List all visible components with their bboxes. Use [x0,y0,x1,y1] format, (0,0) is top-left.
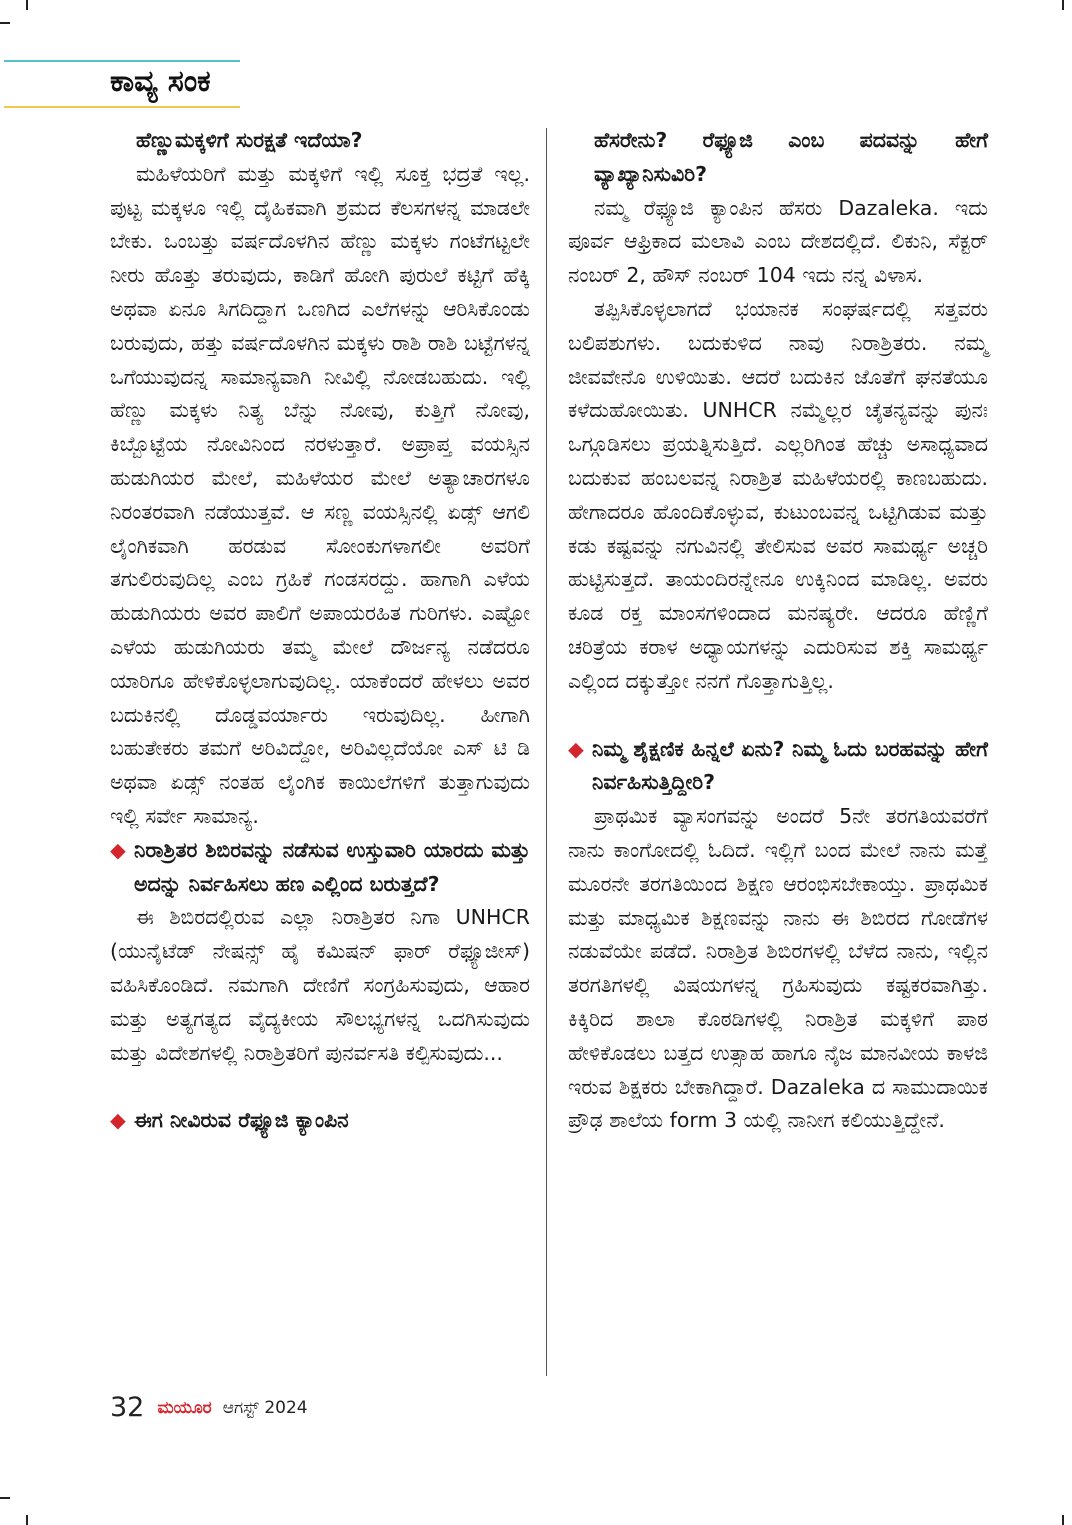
crop-mark [0,22,10,24]
column-divider [546,128,547,1376]
crop-mark [1062,0,1064,10]
question-camp-name-end: ಹೆಸರೇನು? ರೆಫ್ಯೂಜಿ ಎಂಬ ಪದವನ್ನು ಹೇಗೆ ವ್ಯಾಖ್ಯಾನಿಸುವಿರಿ? [594,128,988,186]
header-rule-top [4,60,240,62]
answer-education: ಪ್ರಾಥಮಿಕ ವ್ಯಾಸಂಗವನ್ನು ಅಂದರೆ 5ನೇ ತರಗತಿಯವರೆಗೆ ನಾನು ಕಾಂಗೋದಲ್ಲಿ ಓದಿದೆ. ಇಲ್ಲಿಗೆ ಬಂದ ಮೇಲೆ ನಾನು ಮತ್ತೆ ಮೂರನೇ ತರಗತಿಯಿಂದ ಶಿಕ್ಷಣ ಆರಂಭಿಸಬೇಕಾಯ್ತು. ಪ್ರಾಥಮಿಕ ಮತ್ತು ಮಾಧ್ಯಮಿಕ ಶಿಕ್ಷಣವನ್ನು ನಾನು ಈ ಶಿಬಿರದ ಗೋಡೆಗಳ ನಡುವೆಯೇ ಪಡೆದೆ. ನಿರಾಶ್ರಿತ ಶಿಬಿರಗಳಲ್ಲಿ ಬೆಳೆದ ನಾನು, ಇಲ್ಲಿನ ತರಗತಿಗಳಲ್ಲಿ ವಿಷಯಗಳನ್ನ ಗ್ರಹಿಸುವುದು ಕಷ್ಟಕರವಾಗಿತ್ತು. ಕಿಕ್ಕಿರಿದ ಶಾಲಾ ಕೊಠಡಿಗಳಲ್ಲಿ ನಿರಾಶ್ರಿತ ಮಕ್ಕಳಿಗೆ ಪಾಠ ಹೇಳಿಕೊಡಲು ಬತ್ತದ ಉತ್ಸಾಹ ಹಾಗೂ ನೈಜ ಮಾನವೀಯ ಕಾಳಜಿ ಇರುವ ಶಿಕ್ಷಕರು ಬೇಕಾಗಿದ್ದಾರೆ. Dazaleka ದ ಸಾಮುದಾಯಿಕ ಪ್ರೌಢ ಶಾಲೆಯ form 3 ಯಲ್ಲಿ ನಾನೀಗ ಕಲಿಯುತ್ತಿದ್ದೇನೆ. [568,804,988,1133]
paragraph-gap [110,1070,530,1104]
question-text: ನಿಮ್ಮ ಶೈಕ್ಷಣಿಕ ಹಿನ್ನಲೆ ಏನು? ನಿಮ್ಮ ಓದು ಬರಹವನ್ನು ಹೇಗೆ ನಿರ್ವಹಿಸುತ್ತಿದ್ದೀರಿ? [592,736,988,795]
crop-mark [26,0,28,10]
answer-camp-management: ಈ ಶಿಬಿರದಲ್ಲಿರುವ ಎಲ್ಲಾ ನಿರಾಶ್ರಿತರ ನಿಗಾ UNHCR (ಯುನೈಟೆಡ್ ನೇಷನ್ಸ್ ಹೈ ಕಮಿಷನ್ ಫಾರ್ ರೆಫ್ಯೂಜೀಸ್) ವಹಿಸಿಕೊಂಡಿದೆ. ನಮಗಾಗಿ ದೇಣಿಗೆ ಸಂಗ್ರಹಿಸುವುದು, ಆಹಾರ ಮತ್ತು ಅತ್ಯಗತ್ಯದ ವೈದ್ಯಕೀಯ ಸೌಲಭ್ಯಗಳನ್ನ ಒದಗಿಸುವುದು ಮತ್ತು ವಿದೇಶಗಳಲ್ಲಿ ನಿರಾಶ್ರಿತರಿಗೆ ಪುನರ್ವಸತಿ ಕಲ್ಪಿಸುವುದು... [110,905,530,1065]
page-number: 32 [110,1392,145,1423]
question-safety: ಹೆಣ್ಣುಮಕ್ಕಳಿಗೆ ಸುರಕ್ಷತೆ ಇದೆಯಾ? [136,128,363,152]
crop-mark [0,1497,10,1499]
magazine-logo: ಮಯೂರ [157,1397,212,1418]
answer-safety: ಮಹಿಳೆಯರಿಗೆ ಮತ್ತು ಮಕ್ಕಳಿಗೆ ಇಲ್ಲಿ ಸೂಕ್ತ ಭದ್ರತೆ ಇಲ್ಲ. ಪುಟ್ಟ ಮಕ್ಕಳೂ ಇಲ್ಲಿ ದೈಹಿಕವಾಗಿ ಶ್ರಮದ ಕೆಲಸಗಳನ್ನ ಮಾಡಲೇ ಬೇಕು. ಒಂಬತ್ತು ವರ್ಷದೊಳಗಿನ ಹೆಣ್ಣು ಮಕ್ಕಳು ಗಂಟೆಗಟ್ಟಲೇ ನೀರು ಹೊತ್ತು ತರುವುದು, ಕಾಡಿಗೆ ಹೋಗಿ ಪುರುಲೆ ಕಟ್ಟಿಗೆ ಹೆಕ್ಕಿ ಅಥವಾ ಏನೂ ಸಿಗದಿದ್ದಾಗ ಒಣಗಿದ ಎಲೆಗಳನ್ನು ಆರಿಸಿಕೊಂಡು ಬರುವುದು, ಹತ್ತು ವರ್ಷದೊಳಗಿನ ಮಕ್ಕಳು ರಾಶಿ ರಾಶಿ ಬಟ್ಟೆಗಳನ್ನ ಒಗೆಯುವುದನ್ನ ಸಾಮಾನ್ಯವಾಗಿ ನೀವಿಲ್ಲಿ ನೋಡಬಹುದು. ಇಲ್ಲಿ ಹೆಣ್ಣು ಮಕ್ಕಳು ನಿತ್ಯ ಬೆನ್ನು ನೋವು, ಕುತ್ತಿಗೆ ನೋವು, ಕಿಬ್ಬೊಟ್ಟೆಯ ನೋವಿನಿಂದ ನರಳುತ್ತಾರೆ. ಅಪ್ರಾಪ್ತ ವಯಸ್ಸಿನ ಹುಡುಗಿಯರ ಮೇಲೆ, ಮಹಿಳೆಯರ ಮೇಲೆ ಅತ್ಯಾಚಾರಗಳೂ ನಿರಂತರವಾಗಿ ನಡೆಯುತ್ತವೆ. ಆ ಸಣ್ಣ ವಯಸ್ಸಿನಲ್ಲಿ ಏಡ್ಸ್ ಆಗಲಿ ಲೈಂಗಿಕವಾಗಿ ಹರಡುವ ಸೋಂಕುಗಳಾಗಲೀ ಅವರಿಗೆ ತಗುಲಿರುವುದಿಲ್ಲ ಎಂಬ ಗ್ರಹಿಕೆ ಗಂಡಸರದ್ದು. ಹಾಗಾಗಿ ಎಳೆಯ ಹುಡುಗಿಯರು ಅವರ ಪಾಲಿಗೆ ಅಪಾಯರಹಿತ ಗುರಿಗಳು. ಎಷ್ಟೋ ಎಳೆಯ ಹುಡುಗಿಯರು ತಮ್ಮ ಮೇಲೆ ದೌರ್ಜನ್ಯ ನಡೆದರೂ ಯಾರಿಗೂ ಹೇಳಿಕೊಳ್ಳಲಾಗುವುದಿಲ್ಲ. ಯಾಕೆಂದರೆ ಹೇಳಲು ಅವರ ಬದುಕಿನಲ್ಲಿ ದೊಡ್ಡವರ್ಯಾರು ಇರುವುದಿಲ್ಲ. ಹೀಗಾಗಿ ಬಹುತೇಕರು ತಮಗೆ ಅರಿವಿದ್ದೋ, ಅರಿವಿಲ್ಲದೆಯೋ ಎಸ್ ಟಿ ಡಿ ಅಥವಾ ಏಡ್ಸ್ ನಂತಹ ಲೈಂಗಿಕ ಕಾಯಿಲೆಗಳಿಗೆ ತುತ್ತಾಗುವುದು ಇಲ್ಲಿ ಸರ್ವೇ ಸಾಮಾನ್ಯ. [110,161,530,828]
right-column [568,124,988,1138]
question-camp-management [110,834,530,902]
crop-mark [26,1515,28,1525]
issue-date: ಆಗಸ್ಟ್ 2024 [222,1397,308,1418]
diamond-bullet-icon: ◆ [110,837,126,862]
paragraph-gap [568,699,988,733]
section-header [0,60,242,108]
section-title: ಕಾವ್ಯ ಸಂಕ [110,64,211,99]
left-column [110,124,530,1138]
question-education [568,733,988,801]
diamond-bullet-icon: ◆ [568,736,584,761]
answer-camp-name: ನಮ್ಮ ರೆಫ್ಯೂಜಿ ಕ್ಯಾಂಪಿನ ಹೆಸರು Dazaleka. ಇದು ಪೂರ್ವ ಆಫ್ರಿಕಾದ ಮಲಾವಿ ಎಂಬ ದೇಶದಲ್ಲಿದೆ. ಲಿಕುನಿ, ಸೆಕ್ಟರ್ ನಂಬರ್ 2, ಹೌಸ್ ನಂಬರ್ 104 ಇದು ನನ್ನ ವಿಳಾಸ. [568,195,988,288]
question-camp-name-start [110,1104,530,1138]
question-text: ನಿರಾಶ್ರಿತರ ಶಿಬಿರವನ್ನು ನಡೆಸುವ ಉಸ್ತುವಾರಿ ಯಾರದು ಮತ್ತು ಅದನ್ನು ನಿರ್ವಹಿಸಲು ಹಣ ಎಲ್ಲಿಂದ ಬರುತ್ತದೆ? [134,837,530,896]
diamond-bullet-icon: ◆ [110,1108,126,1133]
header-rule-bottom [4,106,240,108]
answer-refugee-meaning: ತಪ್ಪಿಸಿಕೊಳ್ಳಲಾಗದೆ ಭಯಾನಕ ಸಂಘರ್ಷದಲ್ಲಿ ಸತ್ತವರು ಬಲಿಪಶುಗಳು. ಬದುಕುಳಿದ ನಾವು ನಿರಾಶ್ರಿತರು. ನಮ್ಮ ಜೀವವೇನೊ ಉಳಿಯಿತು. ಆದರೆ ಬದುಕಿನ ಜೊತೆಗೆ ಘನತೆಯೂ ಕಳೆದುಹೋಯಿತು. UNHCR ನಮ್ಮೆಲ್ಲರ ಚೈತನ್ಯವನ್ನು ಪುನಃ ಒಗ್ಗೂಡಿಸಲು ಪ್ರಯತ್ನಿಸುತ್ತಿದೆ. ಎಲ್ಲರಿಗಿಂತ ಹೆಚ್ಚು ಅಸಾಧ್ಯವಾದ ಬದುಕುವ ಹಂಬಲವನ್ನ ನಿರಾಶ್ರಿತ ಮಹಿಳೆಯರಲ್ಲಿ ಕಾಣಬಹುದು. ಹೇಗಾದರೂ ಹೊಂದಿಕೊಳ್ಳುವ, ಕುಟುಂಬವನ್ನ ಒಟ್ಟಿಗಿಡುವ ಮತ್ತು ಕಡು ಕಷ್ಟವನ್ನು ನಗುವಿನಲ್ಲಿ ತೇಲಿಸುವ ಅವರ ಸಾಮರ್ಥ್ಯ ಅಚ್ಚರಿ ಹುಟ್ಟಿಸುತ್ತದೆ. ತಾಯಂದಿರನ್ನೇನೂ ಉಕ್ಕಿನಿಂದ ಮಾಡಿಲ್ಲ. ಅವರು ಕೂಡ ರಕ್ತ ಮಾಂಸಗಳಿಂದಾದ ಮನಷ್ಯರೇ. ಆದರೂ ಹೆಣ್ಣಿಗೆ ಚರಿತ್ರೆಯ ಕರಾಳ ಅಧ್ಯಾಯಗಳನ್ನು ಎದುರಿಸುವ ಶಕ್ತಿ ಸಾಮರ್ಥ್ಯ ಎಲ್ಲಿಂದ ದಕ್ಕುತ್ತೋ ನನಗೆ ಗೊತ್ತಾಗುತ್ತಿಲ್ಲ. [568,296,988,693]
page-footer [110,1392,308,1428]
crop-mark [1062,1515,1064,1525]
question-text: ಈಗ ನೀವಿರುವ ರೆಫ್ಯೂಜಿ ಕ್ಯಾಂಪಿನ [134,1108,349,1133]
